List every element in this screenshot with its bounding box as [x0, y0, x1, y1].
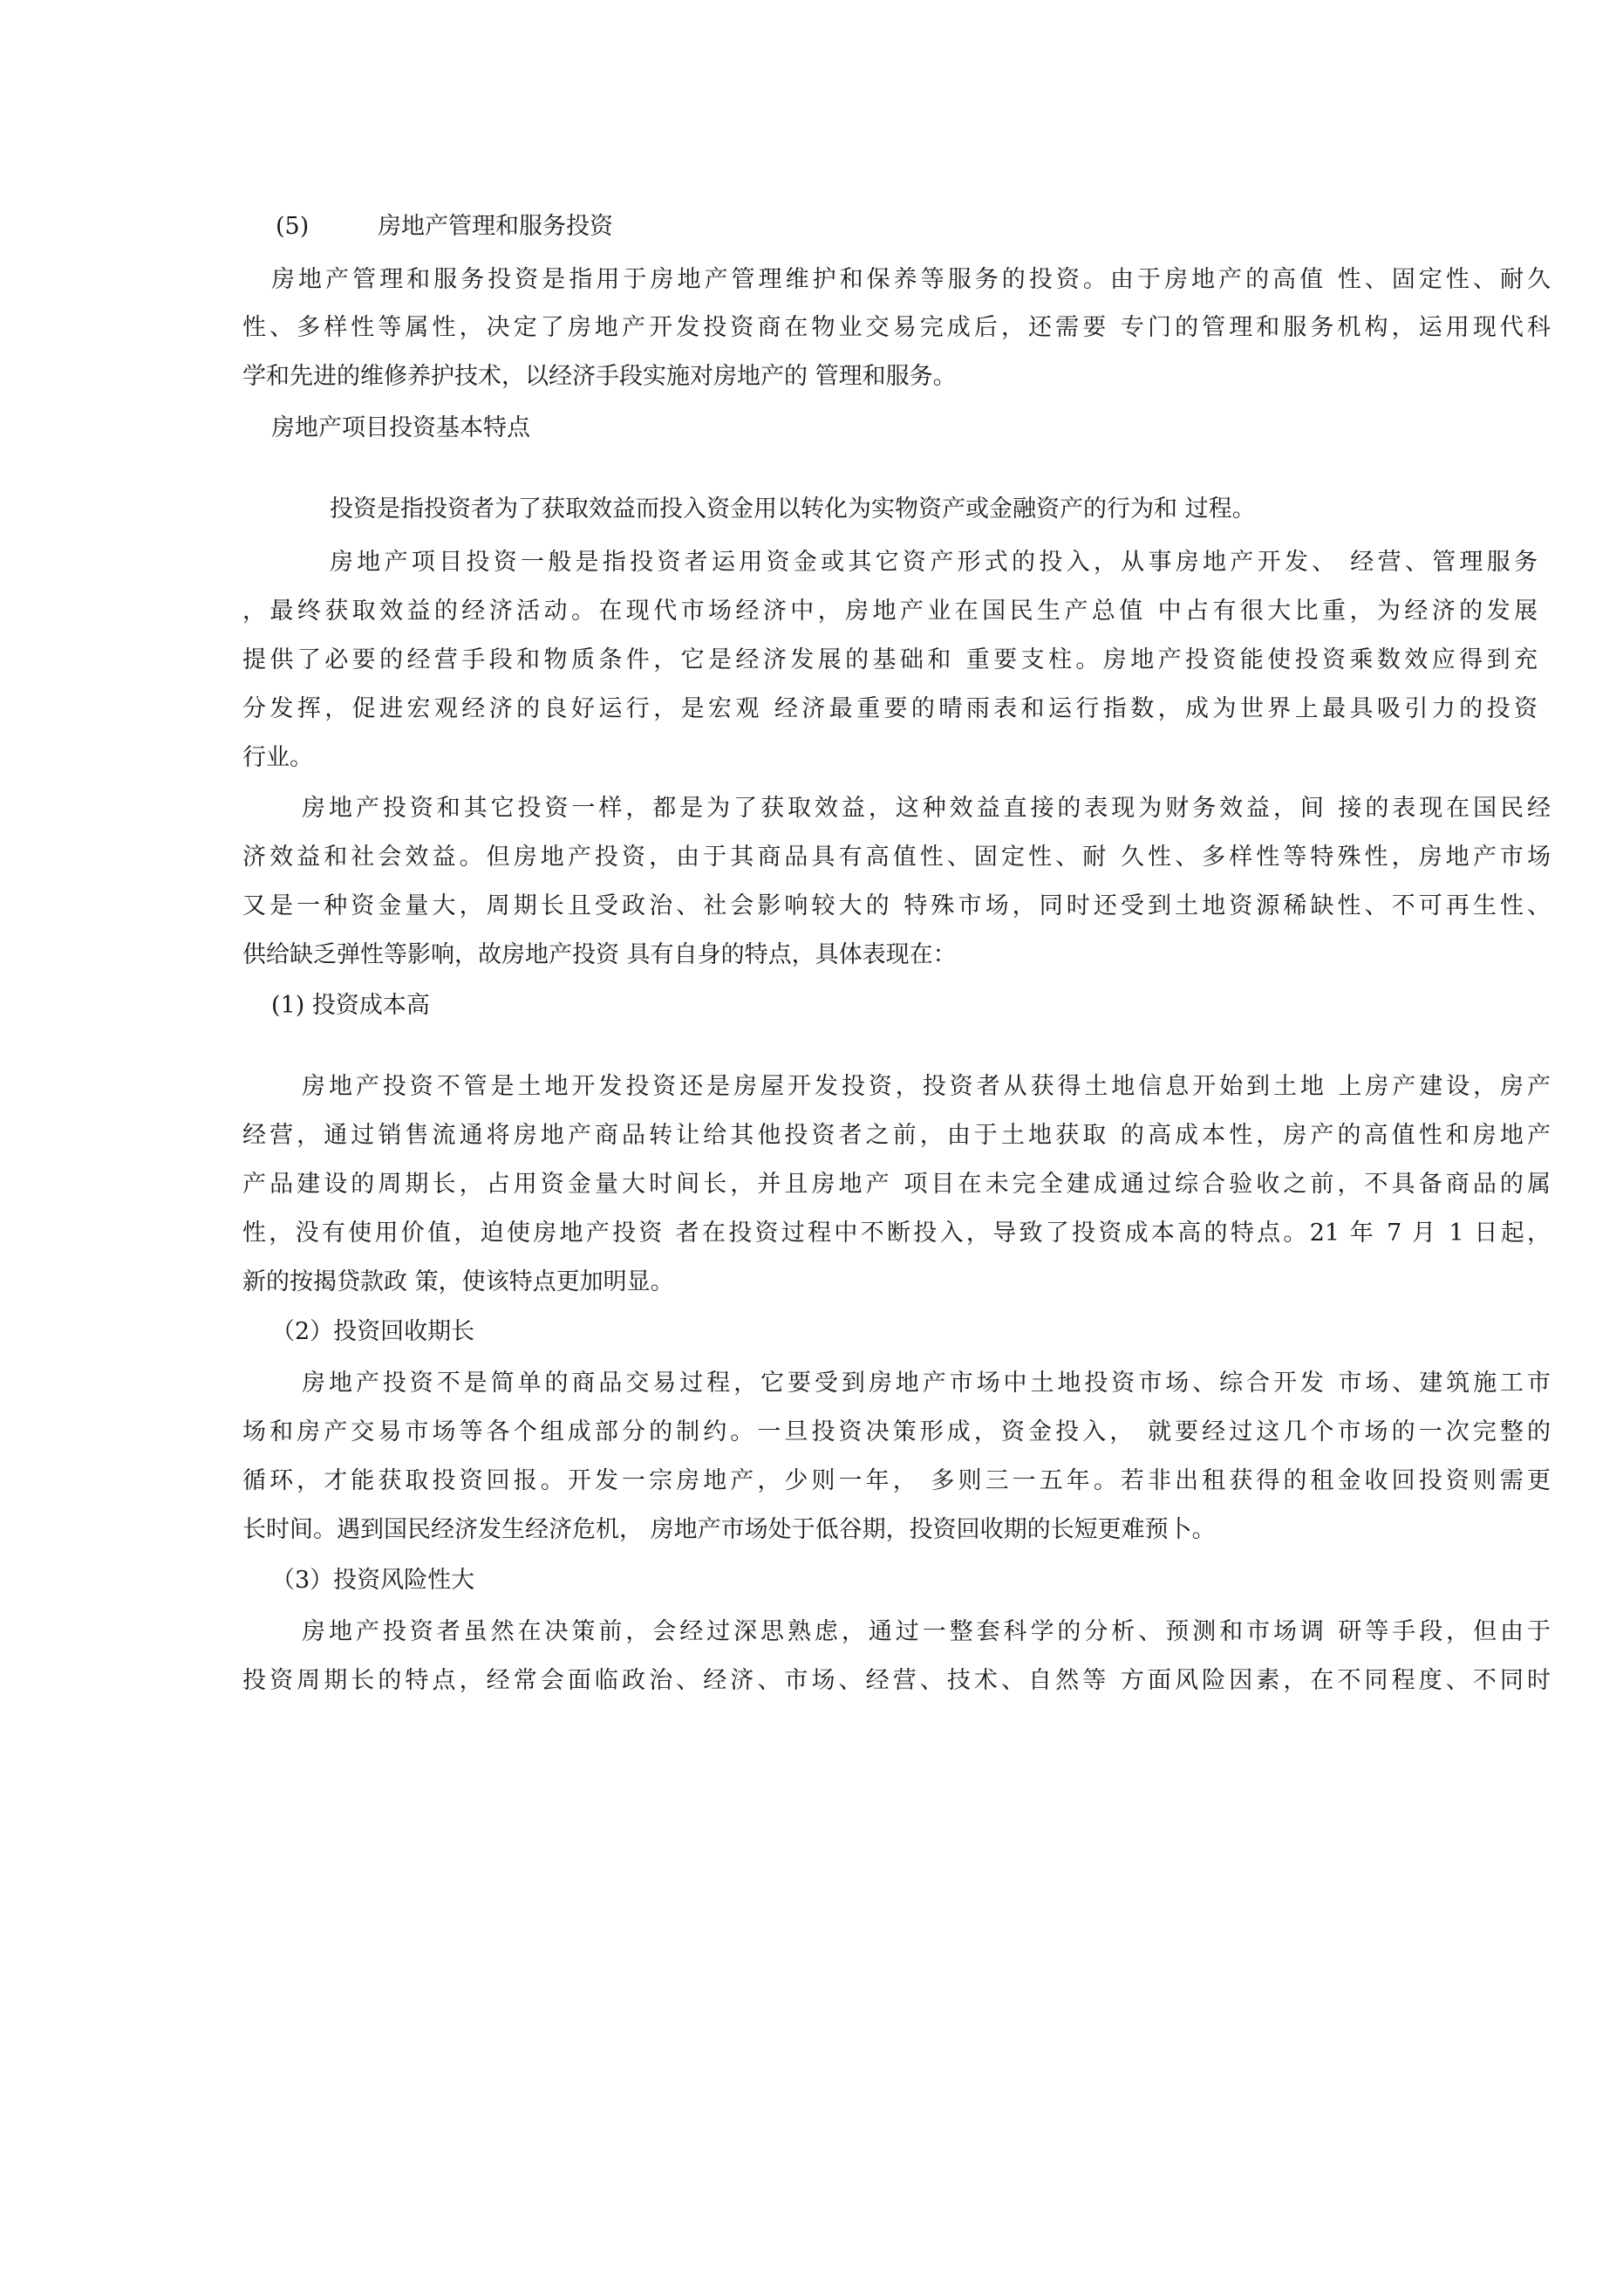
- paragraph-line: 循环，才能获取投资回报。开发一宗房地产，少则一年， 多则三一五年。若非出租获得的租金收回投资则需更: [242, 1467, 1551, 1494]
- paragraph-line: 提供了必要的经营手段和物质条件，它是经济发展的基础和 重要支柱。房地产投资能使投资乘数效应得到充: [242, 646, 1538, 673]
- paragraph-line: 房地产投资不是简单的商品交易过程，它要受到房地产市场中土地投资市场、综合开发 市场、建筑施工市: [302, 1370, 1551, 1397]
- paragraph-line: 分发挥，促进宏观经济的良好运行，是宏观 经济最重要的晴雨表和运行指数，成为世界上最具吸引力的投资: [242, 695, 1538, 722]
- paragraph-line: 济效益和社会效益。但房地产投资，由于其商品具有高值性、固定性、耐 久性、多样性等特殊性，房地产市场: [242, 844, 1551, 871]
- paragraph-line: 经营，通过销售流通将房地产商品转让给其他投资者之前，由于土地获取 的高成本性，房产的高值性和房地产: [242, 1122, 1551, 1149]
- paragraph-line: 性，没有使用价值，迫使房地产投资 者在投资过程中不断投入，导致了投资成本高的特点。21 年 7 月 1 日起，: [242, 1220, 1551, 1247]
- paragraph-line: 长时间。遇到国民经济发生经济危机， 房地产市场处于低谷期，投资回收期的长短更难预卜。: [242, 1516, 1216, 1543]
- item-title-payback: （2）投资回收期长: [271, 1318, 475, 1345]
- paragraph-line: ，最终获取效益的经济活动。在现代市场经济中，房地产业在国民生产总值 中占有很大比重，为经济的发展: [242, 598, 1538, 625]
- paragraph-line: 学和先进的维修养护技术，以经济手段实施对房地产的 管理和服务。: [242, 363, 957, 390]
- paragraph-line: 又是一种资金量大，周期长且受政治、社会影响较大的 特殊市场，同时还受到土地资源稀缺性、不可再生性、: [242, 892, 1551, 919]
- paragraph-line: 供给缺乏弹性等影响，故房地产投资 具有自身的特点，具体表现在：: [242, 941, 957, 968]
- paragraph-line: 房地产项目投资一般是指投资者运用资金或其它资产形式的投入，从事房地产开发、 经营、管理服务: [330, 549, 1538, 576]
- paragraph-line: 场和房产交易市场等各个组成部分的制约。一旦投资决策形成，资金投入， 就要经过这几个市场的一次完整的: [242, 1418, 1551, 1445]
- section-number: (5): [276, 213, 310, 240]
- paragraph-line: 新的按揭贷款政 策，使该特点更加明显。: [242, 1268, 674, 1295]
- paragraph-line: 投资是指投资者为了获取效益而投入资金用以转化为实物资产或金融资产的行为和 过程。: [330, 495, 1256, 523]
- item-title-risk: （3）投资风险性大: [271, 1567, 475, 1594]
- paragraph-line: 产品建设的周期长，占用资金量大时间长，并且房地产 项目在未完全建成通过综合验收之前，不具备商品的属: [242, 1171, 1551, 1198]
- paragraph-line: 房地产投资者虽然在决策前，会经过深思熟虑，通过一整套科学的分析、预测和市场调 研等手段，但由于: [302, 1618, 1551, 1645]
- paragraph-line: 行业。: [242, 744, 313, 771]
- section-title: 房地产管理和服务投资: [378, 213, 613, 240]
- paragraph-line: 投资周期长的特点，经常会面临政治、经济、市场、经营、技术、自然等 方面风险因素，在不同程度、不同时: [242, 1667, 1551, 1694]
- item-title-cost: (1) 投资成本高: [271, 992, 430, 1019]
- paragraph-line: 房地产投资不管是土地开发投资还是房屋开发投资，投资者从获得土地信息开始到土地 上房产建设，房产: [302, 1073, 1551, 1100]
- paragraph-line: 性、多样性等属性，决定了房地产开发投资商在物业交易完成后，还需要 专门的管理和服务机构，运用现代科: [242, 314, 1551, 341]
- paragraph-line: 房地产投资和其它投资一样，都是为了获取效益，这种效益直接的表现为财务效益，间 接的表现在国民经: [302, 795, 1551, 822]
- paragraph-line: 房地产管理和服务投资是指用于房地产管理维护和保养等服务的投资。由于房地产的高值 性、固定性、耐久: [271, 266, 1551, 293]
- subheading-features: 房地产项目投资基本特点: [271, 414, 530, 441]
